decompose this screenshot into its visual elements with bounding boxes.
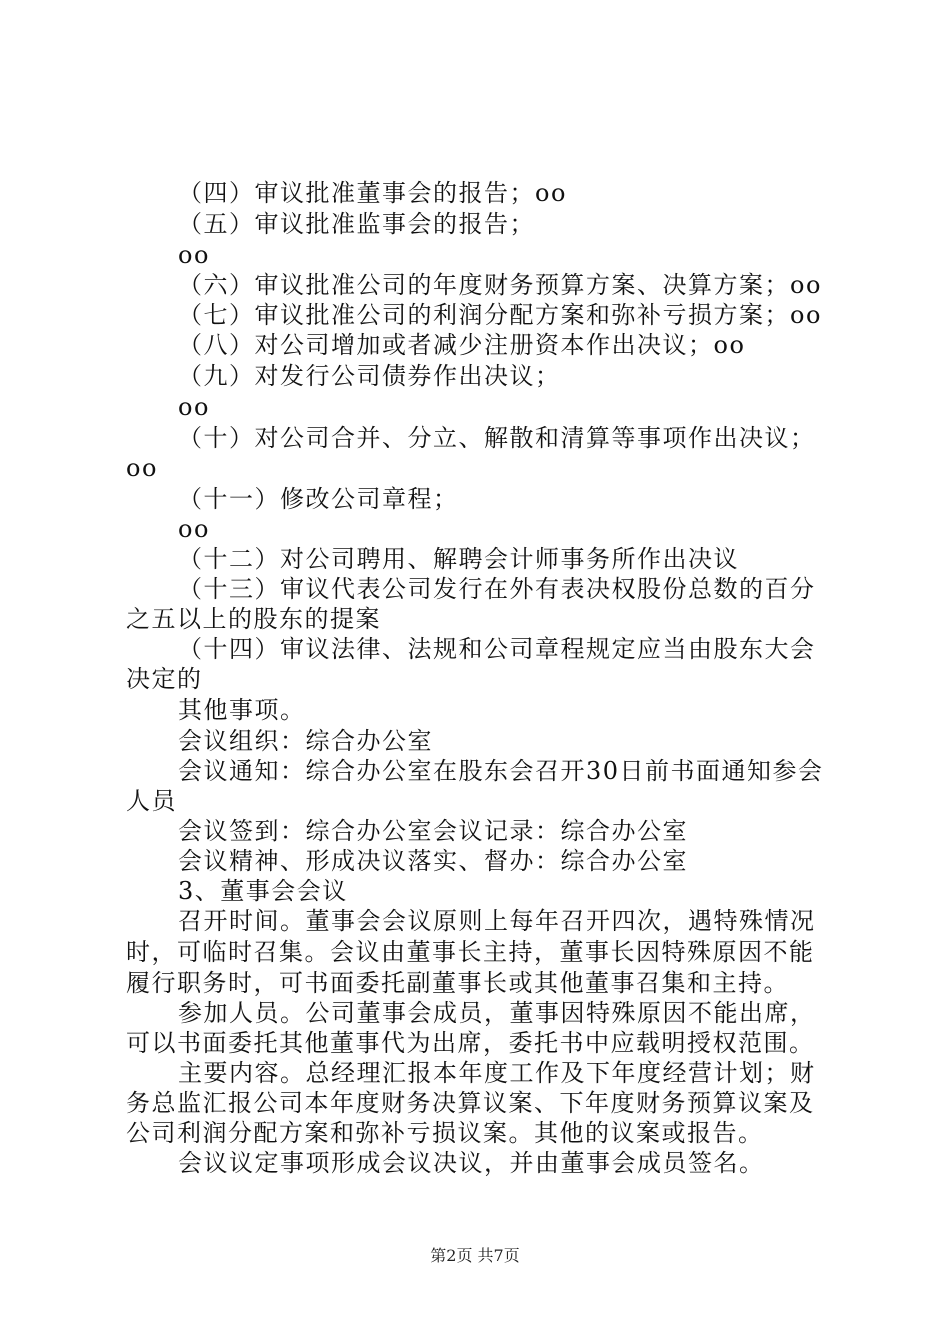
text-line: 会议通知：综合办公室在股东会召开30日前书面通知参会 [178, 757, 824, 785]
text-line: oo [178, 393, 210, 421]
text-line: （十一）修改公司章程； [178, 485, 459, 513]
text-line: （六）审议批准公司的年度财务预算方案、决算方案；oo [178, 271, 822, 299]
text-line: （八）对公司增加或者减少注册资本作出决议；oo [178, 331, 746, 359]
text-line: 主要内容。总经理汇报本年度工作及下年度经营计划；财 [178, 1059, 816, 1087]
text-line: oo [126, 454, 158, 482]
text-line: 召开时间。董事会会议原则上每年召开四次，遇特殊情况 [178, 907, 816, 935]
text-line: 可以书面委托其他董事代为出席，委托书中应载明授权范围。 [126, 1029, 815, 1057]
text-line: 3、董事会会议 [178, 877, 348, 905]
text-line: 之五以上的股东的提案 [126, 605, 381, 633]
text-line: 履行职务时，可书面委托副董事长或其他董事召集和主持。 [126, 969, 789, 997]
text-line: （五）审议批准监事会的报告； [178, 210, 535, 238]
page-footer: 第2页 共7页 [430, 1246, 520, 1265]
text-line: 务总监汇报公司本年度财务决算议案、下年度财务预算议案及 [126, 1089, 815, 1117]
text-line: （十二）对公司聘用、解聘会计师事务所作出决议 [178, 545, 739, 573]
text-line: 人员 [126, 787, 177, 815]
text-line: （十四）审议法律、法规和公司章程规定应当由股东大会 [178, 635, 816, 663]
text-line: （十）对公司合并、分立、解散和清算等事项作出决议； [178, 424, 816, 452]
text-line: （九）对发行公司债券作出决议； [178, 362, 561, 390]
text-line: （四）审议批准董事会的报告；oo [178, 179, 567, 207]
text-line: 公司利润分配方案和弥补亏损议案。其他的议案或报告。 [126, 1119, 764, 1147]
text-line: oo [178, 515, 210, 543]
text-line: 会议精神、形成决议落实、督办：综合办公室 [178, 847, 688, 875]
text-line: 参加人员。公司董事会成员，董事因特殊原因不能出席， [178, 999, 816, 1027]
text-line: 会议组织：综合办公室 [178, 727, 433, 755]
text-line: oo [178, 241, 210, 269]
text-line: 决定的 [126, 665, 203, 693]
text-line: 会议签到：综合办公室会议记录：综合办公室 [178, 817, 688, 845]
text-line: （十三）审议代表公司发行在外有表决权股份总数的百分 [178, 575, 816, 603]
text-line: 会议议定事项形成会议决议，并由董事会成员签名。 [178, 1149, 765, 1177]
text-line: 其他事项。 [178, 696, 306, 724]
text-line: 时，可临时召集。会议由董事长主持，董事长因特殊原因不能 [126, 938, 815, 966]
text-line: （七）审议批准公司的利润分配方案和弥补亏损方案；oo [178, 301, 822, 329]
